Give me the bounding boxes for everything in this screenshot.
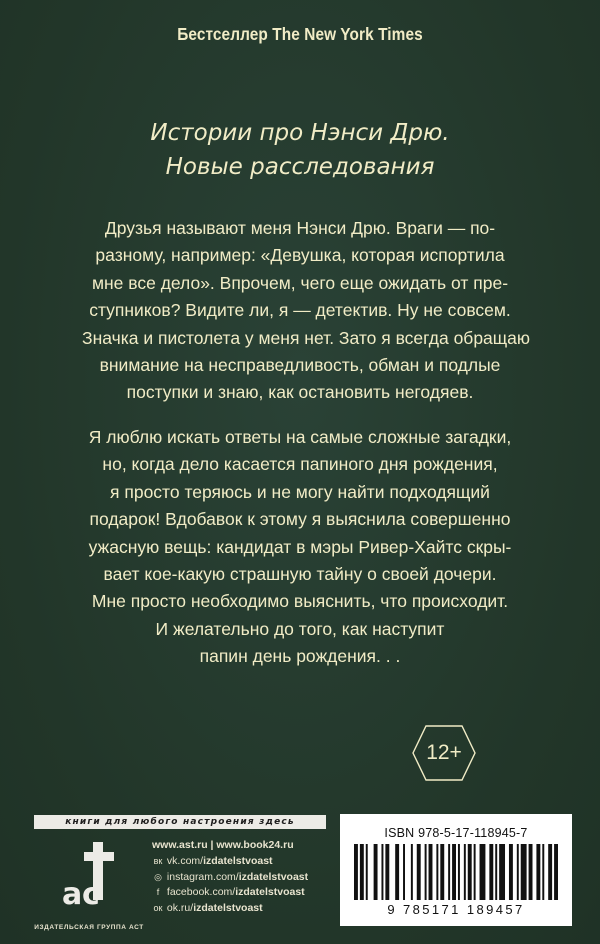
barcode-bar — [536, 844, 540, 900]
blurb-line: разному, например: «Девушка, которая испортила — [95, 245, 505, 266]
social-row-instagram[interactable] — [152, 870, 332, 886]
blurb-line: Я люблю искать ответы на самые сложные загадки, — [88, 427, 512, 447]
publisher-name: ИЗДАТЕЛЬСКАЯ ГРУППА АСТ — [34, 924, 144, 931]
blurb-line: Друзья называют меня Нэнси Дрю. Враги — по- — [104, 218, 496, 238]
social-prefix: instagram.com/ — [166, 870, 239, 883]
barcode-bar — [452, 844, 456, 900]
blurb-line: я просто теряюсь и не могу найти подходящий — [110, 481, 490, 502]
blurb-line: мне все дело». Впрочем, чего еще ожидать от пре- — [91, 272, 509, 293]
barcode-bar — [509, 844, 513, 900]
barcode-bar — [448, 844, 450, 900]
barcode-bar — [411, 844, 413, 900]
barcode-bar — [381, 844, 383, 900]
blurb-line: ужасную вещь: кандидат в мэры Ривер-Хайтс скры- — [88, 536, 512, 557]
svg-text:с: с — [82, 877, 100, 912]
age-rating-badge — [411, 724, 477, 782]
barcode-bar — [417, 844, 421, 900]
publisher-block — [34, 838, 144, 938]
blurb-line: поступки и знаю, как остановить негодяев. — [126, 382, 474, 403]
barcode-bar — [354, 844, 358, 900]
social-row-ok[interactable] — [152, 901, 332, 917]
barcode-bar — [429, 844, 433, 900]
age-rating-text: 12+ — [426, 741, 462, 764]
barcode-bar — [425, 844, 427, 900]
barcode-bar — [474, 844, 476, 900]
social-row-vk[interactable] — [152, 854, 332, 870]
social-handle: izdatelstvoast — [235, 886, 305, 899]
series-title-line-2: Новые расследования — [165, 154, 435, 180]
barcode-bar — [517, 844, 519, 900]
barcode-bar — [440, 844, 444, 900]
bestseller-label: Бестселлер The New York Times — [177, 24, 423, 44]
blurb-line: ступников? Видите ли, я — детектив. Ну не совсем. — [89, 300, 511, 321]
barcode-bar — [403, 844, 405, 900]
blurb-line: папин день рождения. . . — [199, 646, 401, 667]
barcode-bar — [554, 844, 558, 900]
barcode-bars — [352, 844, 560, 902]
blurb-paragraph-2 — [82, 424, 518, 671]
svg-text:а: а — [62, 877, 83, 912]
barcode-bar — [436, 844, 438, 900]
social-handle: izdatelstvoast — [238, 870, 309, 883]
vk-icon: вк — [153, 855, 163, 866]
series-title — [0, 116, 600, 184]
barcode-bar — [489, 844, 493, 900]
blurb-line: И желательно до того, как наступит — [155, 618, 445, 639]
barcode-bar — [395, 844, 399, 900]
social-prefix: facebook.com/ — [166, 886, 236, 899]
ast-logo-icon — [60, 838, 120, 922]
barcode-bar — [374, 844, 378, 900]
barcode-bar — [480, 844, 486, 900]
series-title-line-1: Истории про Нэнси Дрю. — [150, 120, 450, 146]
blurb-line: вает кое-какую страшную тайну о своей дочери. — [103, 564, 497, 585]
social-handle: izdatelstvoast — [193, 902, 263, 915]
barcode-bar — [542, 844, 544, 900]
facebook-icon: f — [156, 887, 160, 898]
publisher-links — [152, 838, 332, 917]
blurb-line: Мне просто необходимо выяснить, что происходит. — [91, 591, 509, 612]
social-handle: izdatelstvoast — [203, 854, 273, 867]
ok-icon: ок — [153, 903, 163, 914]
barcode-bar — [495, 844, 497, 900]
blurb-line: но, когда дело касается папиного дня рождения, — [102, 454, 498, 475]
social-row-facebook[interactable] — [152, 885, 332, 901]
blurb-line: подарок! Вдобавок к этому я выяснила совершенно — [89, 509, 511, 530]
barcode-digits: 9 785171 189457 — [387, 902, 525, 917]
sites-row — [152, 838, 332, 854]
barcode-bar — [360, 844, 364, 900]
blurb-line: Значка и пистолета у меня нет. Зато я всегда обращаю — [82, 327, 531, 348]
barcode-bar — [385, 844, 389, 900]
barcode-bar — [464, 844, 466, 900]
barcode-bar — [468, 844, 472, 900]
barcode-bar — [458, 844, 460, 900]
barcode-bar — [529, 844, 533, 900]
instagram-icon: ◎ — [154, 871, 162, 882]
social-prefix: ok.ru/ — [166, 902, 194, 915]
barcode-bar — [499, 844, 505, 900]
blurb-paragraph-1 — [82, 215, 531, 407]
publisher-tagline: книги для любого настроения здесь — [34, 815, 326, 829]
social-prefix: vk.com/ — [166, 854, 204, 867]
barcode-bar — [521, 844, 527, 900]
isbn-label: ISBN 978-5-17-118945-7 — [384, 826, 528, 840]
barcode-block — [340, 814, 572, 926]
sites-text[interactable]: www.ast.ru | www.book24.ru — [152, 839, 294, 851]
barcode-bar — [548, 844, 552, 900]
barcode-bar — [366, 844, 368, 900]
blurb-line: внимание на несправедливость, обман и подлые — [99, 355, 501, 376]
